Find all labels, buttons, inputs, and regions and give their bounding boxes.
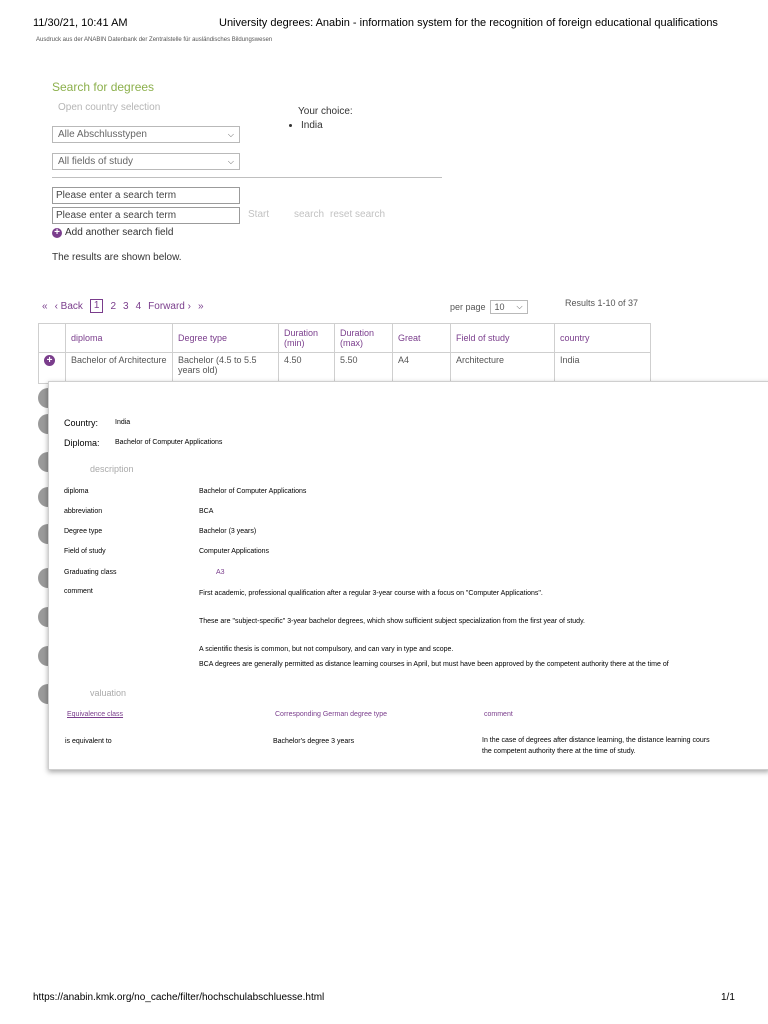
column-header[interactable]: Field of study [451,324,555,353]
per-page-control [450,300,528,314]
column-header[interactable]: Duration (min) [279,324,335,353]
per-page-label: per page [450,302,486,312]
forward-link[interactable]: Forward › [148,300,191,312]
chevron-down-icon: ⌵ [227,156,234,166]
table-row[interactable] [39,353,651,384]
column-header[interactable]: country [555,324,651,353]
german-degree-type-header: Corresponding German degree type [275,711,388,718]
degree-type-select[interactable] [52,126,240,143]
comment-line: These are "subject-specific" 3-year bachelor degrees, which show sufficient subject specialization from the first year of study. [199,618,586,625]
valuation-comment-line: the competent authority there at the time of study. [482,748,636,755]
plus-circle-icon: + [52,228,62,238]
start-button[interactable]: Start [248,209,270,220]
field-value: Bachelor (3 years) [199,528,257,535]
add-search-field-button[interactable] [52,227,173,238]
last-page-link[interactable]: » [197,300,204,312]
hidden-row-expand-icon [38,414,48,434]
degree-type-select-value: Alle Abschlusstypen [58,129,147,140]
field-label: diploma [64,488,89,495]
hidden-row-expand-icon [38,568,48,588]
table-cell: Architecture [451,353,555,384]
page-link[interactable]: 4 [135,300,142,312]
comment-line: BCA degrees are generally permitted as distance learning courses in April, but must have been approved by the competent authority there at the time of [199,661,669,668]
your-choice-label: Your choice: [298,106,353,117]
per-page-select[interactable] [490,300,528,314]
diploma-value: Bachelor of Computer Applications [115,439,223,446]
hidden-row-expand-icon [38,524,48,544]
valuation-comment-header: comment [484,711,513,718]
valuation-comment-line: In the case of degrees after distance learning, the distance learning cours [482,737,710,744]
expand-column-header [39,324,66,353]
field-value: BCA [199,508,214,515]
page-link-current[interactable]: 1 [90,299,104,313]
per-page-value: 10 [494,302,505,312]
field-of-study-select-value: All fields of study [58,156,134,167]
open-country-selection-link[interactable]: Open country selection [58,102,161,113]
hidden-row-expand-icon [38,607,48,627]
print-subtitle: Ausdruck aus der ANABIN Datenbank der Zentralstelle für ausländisches Bildungswesen [36,37,273,43]
table-cell: A4 [393,353,451,384]
german-degree-type-value: Bachelor's degree 3 years [273,738,355,745]
field-label: Degree type [64,528,103,535]
field-label: Field of study [64,548,106,555]
equivalence-class-header[interactable]: Equivalence class [67,711,124,718]
equivalence-value: is equivalent to [65,738,112,745]
field-value: Computer Applications [199,548,270,555]
diploma-label: Diploma: [64,438,100,448]
comment-line: A scientific thesis is common, but not compulsory, and can vary in type and scope. [199,646,454,653]
field-of-study-select[interactable] [52,153,240,170]
print-page-title: University degrees: Anabin - information system for the recognition of foreign educational qualifications [219,17,718,29]
hidden-row-expand-icon [38,684,48,704]
expand-cell[interactable] [39,353,66,384]
print-url: https://anabin.kmk.org/no_cache/filter/hochschulabschluesse.html [33,992,325,1003]
comment-label: comment [64,588,93,595]
field-label: abbreviation [64,508,103,515]
column-header[interactable]: Duration (max) [335,324,393,353]
hidden-row-expand-icon [38,452,48,472]
field-label: Graduating class [64,569,117,576]
table-cell: 5.50 [335,353,393,384]
pagination [42,299,204,313]
column-header[interactable]: Great [393,324,451,353]
choice-item: • India [301,120,323,131]
description-heading: description [90,464,134,474]
chevron-down-icon: ⌵ [516,302,523,311]
hidden-row-expand-icon [38,646,48,666]
hidden-row-expand-icon [38,487,48,507]
country-value: India [115,419,131,426]
comment-line: First academic, professional qualification after a regular 3-year course with a focus on "Computer Applications". [199,590,543,597]
degree-detail-popup [48,381,768,770]
table-header-row [39,324,651,353]
results-note: The results are shown below. [52,252,182,263]
expand-plus-icon[interactable]: + [44,355,55,366]
back-link[interactable]: ‹ Back [54,300,83,312]
search-button[interactable]: search [294,209,325,220]
search-title: Search for degrees [52,80,155,94]
table-cell: Bachelor of Architecture [66,353,173,384]
page-link[interactable]: 2 [110,300,117,312]
reset-search-button[interactable]: reset search [330,209,386,220]
divider [52,177,442,178]
table-cell: Bachelor (4.5 to 5.5 years old) [173,353,279,384]
results-count: Results 1-10 of 37 [565,298,639,308]
search-term-input-1[interactable]: Please enter a search term [52,187,240,204]
results-table [38,323,651,384]
graduating-class-link[interactable]: A3 [216,569,225,576]
first-page-link[interactable]: « [42,300,48,312]
choice-list [287,120,323,131]
add-search-field-label: Add another search field [65,227,174,238]
table-cell: 4.50 [279,353,335,384]
column-header[interactable]: diploma [66,324,173,353]
valuation-heading: valuation [90,688,127,698]
print-page-number: 1/1 [721,992,735,1003]
country-label: Country: [64,418,99,428]
field-value: Bachelor of Computer Applications [199,488,307,495]
print-datetime: 11/30/21, 10:41 AM [33,17,128,29]
column-header[interactable]: Degree type [173,324,279,353]
search-term-input-2[interactable]: Please enter a search term [52,207,240,224]
hidden-row-expand-icon [38,388,48,408]
page-link[interactable]: 3 [123,300,129,312]
chevron-down-icon: ⌵ [227,129,234,139]
table-cell: India [555,353,651,384]
